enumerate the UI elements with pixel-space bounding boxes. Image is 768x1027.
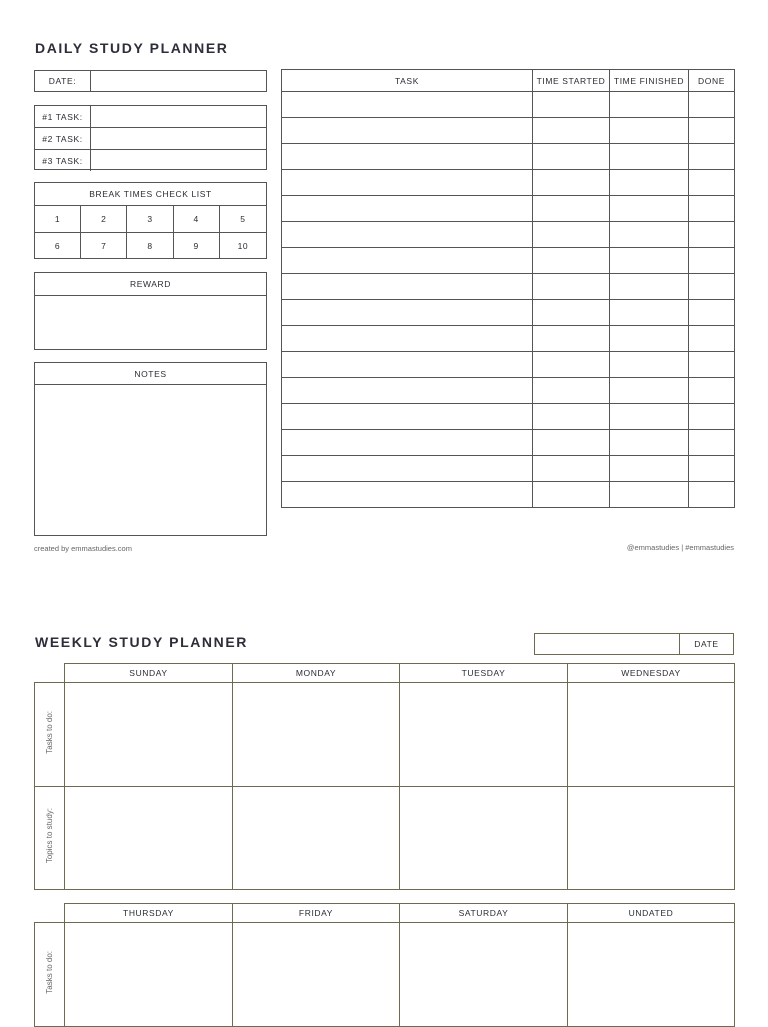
time-started-cell[interactable] bbox=[533, 118, 610, 144]
break-cell[interactable]: 10 bbox=[237, 241, 249, 251]
time-started-cell[interactable] bbox=[533, 144, 610, 170]
task-cell[interactable] bbox=[282, 196, 533, 222]
task-cell[interactable] bbox=[282, 352, 533, 378]
task-table-row bbox=[282, 300, 735, 326]
weekly-date-row bbox=[534, 633, 734, 655]
task-cell[interactable] bbox=[282, 482, 533, 508]
task-label-1: #1 TASK: bbox=[35, 106, 91, 127]
time-finished-cell[interactable] bbox=[610, 378, 689, 404]
footer-credit: created by emmastudies.com bbox=[34, 544, 132, 553]
time-finished-cell[interactable] bbox=[610, 92, 689, 118]
break-grid bbox=[35, 206, 266, 259]
task-cell[interactable] bbox=[282, 430, 533, 456]
task-table-row bbox=[282, 352, 735, 378]
task-table bbox=[281, 69, 735, 508]
day-header-undated: UNDATED bbox=[568, 904, 735, 923]
break-cell[interactable]: 1 bbox=[35, 206, 81, 233]
cell-wednesday-topics[interactable] bbox=[568, 787, 735, 890]
task-cell[interactable] bbox=[282, 222, 533, 248]
notes-field[interactable] bbox=[35, 385, 266, 535]
task-cell[interactable] bbox=[282, 118, 533, 144]
cell-monday-topics[interactable] bbox=[233, 787, 400, 890]
task-table-row bbox=[282, 430, 735, 456]
notes-title: NOTES bbox=[35, 363, 266, 385]
break-cell[interactable]: 6 bbox=[35, 233, 81, 259]
task-table-row bbox=[282, 274, 735, 300]
day-header-sunday: SUNDAY bbox=[65, 664, 233, 683]
day-header-thursday: THURSDAY bbox=[65, 904, 233, 923]
week-row-topics bbox=[35, 787, 735, 890]
time-finished-cell[interactable] bbox=[610, 222, 689, 248]
task-rows bbox=[282, 92, 735, 508]
cell-tuesday-topics[interactable] bbox=[400, 787, 568, 890]
cell-monday-tasks[interactable] bbox=[233, 683, 400, 787]
day-header-monday: MONDAY bbox=[233, 664, 400, 683]
time-finished-cell[interactable] bbox=[610, 118, 689, 144]
week-row-tasks bbox=[35, 683, 735, 787]
task-cell[interactable] bbox=[282, 92, 533, 118]
break-cell[interactable]: 2 bbox=[81, 206, 127, 233]
time-finished-cell[interactable] bbox=[610, 456, 689, 482]
day-header-tuesday: TUESDAY bbox=[400, 664, 568, 683]
task-cell[interactable] bbox=[282, 404, 533, 430]
break-cell[interactable]: 4 bbox=[174, 206, 220, 233]
col-done: DONE bbox=[689, 70, 735, 92]
task-cell[interactable] bbox=[282, 300, 533, 326]
time-finished-cell[interactable] bbox=[610, 274, 689, 300]
time-started-cell[interactable] bbox=[533, 248, 610, 274]
done-cell[interactable] bbox=[689, 378, 735, 404]
done-cell[interactable] bbox=[689, 430, 735, 456]
time-started-cell[interactable] bbox=[533, 196, 610, 222]
task-table-row bbox=[282, 118, 735, 144]
time-finished-cell[interactable] bbox=[610, 430, 689, 456]
done-cell[interactable] bbox=[689, 222, 735, 248]
cell-thursday-tasks[interactable] bbox=[65, 923, 233, 1027]
done-cell[interactable] bbox=[689, 170, 735, 196]
time-started-cell[interactable] bbox=[533, 274, 610, 300]
weekly-title: WEEKLY STUDY PLANNER bbox=[35, 634, 248, 650]
done-cell[interactable] bbox=[689, 456, 735, 482]
task-label-2: #2 TASK: bbox=[35, 128, 91, 149]
cell-tuesday-tasks[interactable] bbox=[400, 683, 568, 787]
daily-title: DAILY STUDY PLANNER bbox=[35, 40, 229, 56]
task-cell[interactable] bbox=[282, 326, 533, 352]
week-corner bbox=[35, 664, 65, 683]
time-started-cell[interactable] bbox=[533, 170, 610, 196]
week-table-bottom bbox=[34, 903, 735, 1027]
time-finished-cell[interactable] bbox=[610, 196, 689, 222]
reward-box bbox=[34, 272, 267, 350]
task-table-row bbox=[282, 222, 735, 248]
row-label-tasks: Tasks to do: bbox=[45, 950, 54, 994]
time-started-cell[interactable] bbox=[533, 326, 610, 352]
col-time-finished: TIME FINISHED bbox=[610, 70, 689, 92]
done-cell[interactable] bbox=[689, 196, 735, 222]
break-cell[interactable]: 7 bbox=[81, 233, 127, 259]
task-table-row bbox=[282, 248, 735, 274]
time-started-cell[interactable] bbox=[533, 404, 610, 430]
break-cell[interactable]: 8 bbox=[127, 233, 173, 259]
task-table-row bbox=[282, 378, 735, 404]
task-field-1[interactable] bbox=[91, 106, 266, 127]
weekly-date-label: DATE bbox=[694, 639, 719, 649]
task-field-3[interactable] bbox=[91, 150, 266, 171]
task-table-row bbox=[282, 404, 735, 430]
time-finished-cell[interactable] bbox=[610, 144, 689, 170]
week-header-bottom bbox=[35, 904, 735, 923]
week-row-tasks bbox=[35, 923, 735, 1027]
cell-sunday-tasks[interactable] bbox=[65, 683, 233, 787]
cell-wednesday-tasks[interactable] bbox=[568, 683, 735, 787]
col-task: TASK bbox=[282, 70, 533, 92]
task-cell[interactable] bbox=[282, 248, 533, 274]
cell-friday-tasks[interactable] bbox=[233, 923, 400, 1027]
break-cell[interactable]: 3 bbox=[127, 206, 173, 233]
time-finished-cell[interactable] bbox=[610, 352, 689, 378]
break-times bbox=[34, 182, 267, 259]
date-field[interactable] bbox=[91, 71, 266, 91]
task-label-3: #3 TASK: bbox=[35, 150, 91, 171]
reward-field[interactable] bbox=[35, 296, 266, 350]
task-cell[interactable] bbox=[282, 456, 533, 482]
task-table-row bbox=[282, 456, 735, 482]
done-cell[interactable] bbox=[689, 482, 735, 508]
done-cell[interactable] bbox=[689, 118, 735, 144]
week-header-top bbox=[35, 664, 735, 683]
date-row bbox=[34, 70, 267, 92]
done-cell[interactable] bbox=[689, 248, 735, 274]
task-cell[interactable] bbox=[282, 170, 533, 196]
week-corner bbox=[35, 904, 65, 923]
task-cell[interactable] bbox=[282, 144, 533, 170]
time-started-cell[interactable] bbox=[533, 300, 610, 326]
cell-undated-tasks[interactable] bbox=[568, 923, 735, 1027]
done-cell[interactable] bbox=[689, 274, 735, 300]
task-table-row bbox=[282, 326, 735, 352]
day-header-friday: FRIDAY bbox=[233, 904, 400, 923]
cell-sunday-topics[interactable] bbox=[65, 787, 233, 890]
done-cell[interactable] bbox=[689, 144, 735, 170]
time-started-cell[interactable] bbox=[533, 352, 610, 378]
done-cell[interactable] bbox=[689, 404, 735, 430]
time-finished-cell[interactable] bbox=[610, 248, 689, 274]
day-header-saturday: SATURDAY bbox=[400, 904, 568, 923]
col-time-started: TIME STARTED bbox=[533, 70, 610, 92]
time-finished-cell[interactable] bbox=[610, 326, 689, 352]
time-started-cell[interactable] bbox=[533, 222, 610, 248]
time-finished-cell[interactable] bbox=[610, 170, 689, 196]
task-table-row bbox=[282, 196, 735, 222]
reward-title: REWARD bbox=[35, 273, 266, 296]
notes-box bbox=[34, 362, 267, 536]
task-table-row bbox=[282, 144, 735, 170]
task-table-header bbox=[282, 70, 735, 92]
week-table-top bbox=[34, 663, 735, 890]
task-table-row bbox=[282, 482, 735, 508]
break-cell[interactable]: 9 bbox=[174, 233, 220, 259]
time-started-cell[interactable] bbox=[533, 482, 610, 508]
task-cell[interactable] bbox=[282, 378, 533, 404]
task-table-row bbox=[282, 170, 735, 196]
task-field-2[interactable] bbox=[91, 128, 266, 149]
footer-social: @emmastudies | #emmastudies bbox=[626, 543, 734, 552]
time-finished-cell[interactable] bbox=[610, 482, 689, 508]
row-label-topics: Topics to study: bbox=[45, 807, 54, 864]
time-finished-cell[interactable] bbox=[610, 300, 689, 326]
task-cell[interactable] bbox=[282, 274, 533, 300]
day-header-wednesday: WEDNESDAY bbox=[568, 664, 735, 683]
time-finished-cell[interactable] bbox=[610, 404, 689, 430]
task-row-3 bbox=[35, 150, 266, 171]
task-row-1 bbox=[35, 106, 266, 128]
task-table-row bbox=[282, 92, 735, 118]
break-cell[interactable]: 5 bbox=[220, 206, 266, 233]
done-cell[interactable] bbox=[689, 300, 735, 326]
done-cell[interactable] bbox=[689, 326, 735, 352]
time-started-cell[interactable] bbox=[533, 456, 610, 482]
task-row-2 bbox=[35, 128, 266, 150]
break-title: BREAK TIMES CHECK LIST bbox=[35, 183, 266, 206]
row-label-tasks: Tasks to do: bbox=[45, 710, 54, 754]
done-cell[interactable] bbox=[689, 92, 735, 118]
weekly-date-field[interactable] bbox=[535, 634, 680, 654]
cell-saturday-tasks[interactable] bbox=[400, 923, 568, 1027]
time-started-cell[interactable] bbox=[533, 430, 610, 456]
done-cell[interactable] bbox=[689, 352, 735, 378]
date-label: DATE: bbox=[35, 71, 91, 91]
time-started-cell[interactable] bbox=[533, 92, 610, 118]
priority-tasks bbox=[34, 105, 267, 170]
time-started-cell[interactable] bbox=[533, 378, 610, 404]
